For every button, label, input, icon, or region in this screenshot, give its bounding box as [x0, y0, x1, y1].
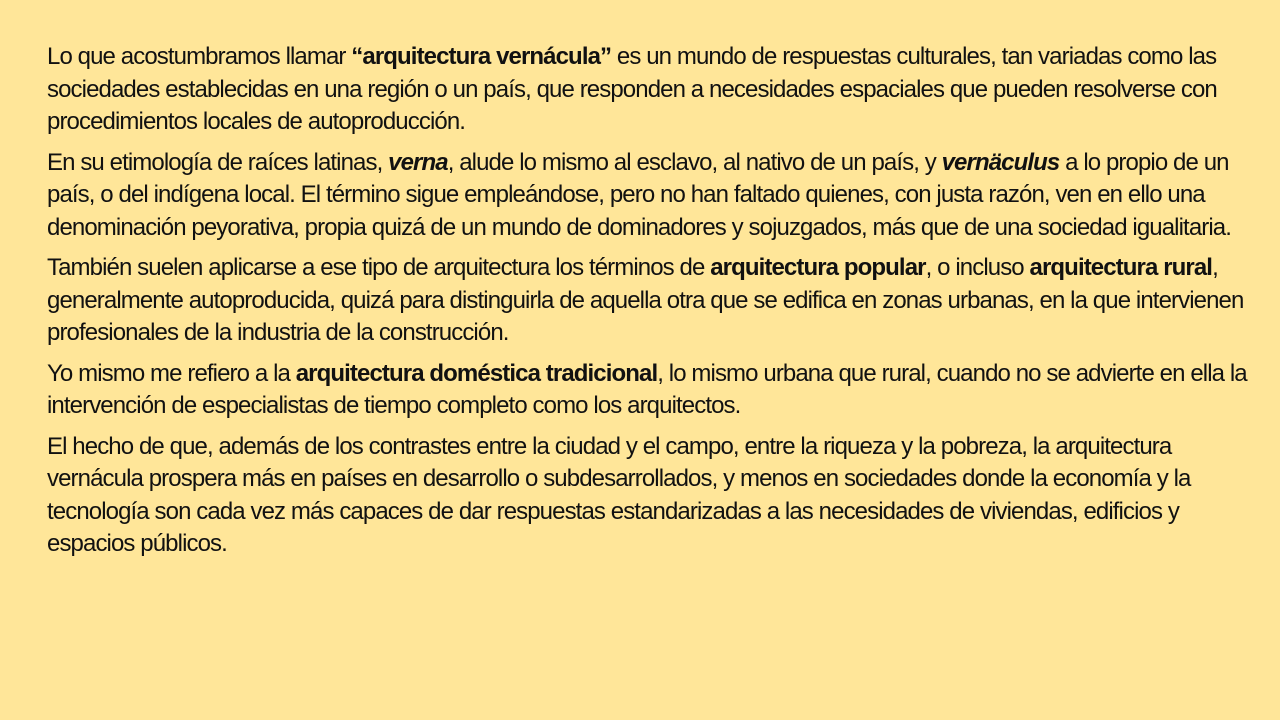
text-segment-bold-italic	[388, 149, 448, 176]
paragraph-alternative-terms	[47, 252, 1250, 350]
paragraph-contrasts	[47, 431, 1250, 561]
term-verna: verna	[388, 148, 448, 176]
text-segment: En su etimología de raíces latinas,	[47, 148, 389, 176]
text-segment-bold-italic	[942, 149, 1060, 176]
paragraph-domestic-tradition	[47, 358, 1253, 423]
text-segment: es un mundo de respuestas culturales, tan variadas como las sociedades establecidas en una región o un país, que responden a necesidades espaciales que pueden resolverse con procedimientos locales de autoproducción.	[47, 43, 1223, 135]
term-arquitectura-popular: arquitectura popular	[710, 254, 926, 281]
text-segment: El hecho de que, además de los contrastes entre la ciudad y el campo, entre la riqueza y la pobreza, la arquitectura vernácula prospera más en países en desarrollo o subdesarrollados, y menos en sociedades donde la economía y la tecnología son cada vez más capaces de dar respuestas estandarizadas a las necesidades de viviendas, edificios y espacios públicos.	[47, 432, 1197, 557]
term-arquitectura-rural: arquitectura rural	[1029, 254, 1213, 281]
text-segment-bold: “arquitectura vernácula”	[351, 43, 612, 70]
text-segment: , alude lo mismo al esclavo, al nativo de un país, y	[447, 148, 942, 176]
paragraph-etymology	[47, 147, 1250, 245]
text-segment: , lo mismo urbana que rural, cuando no se advierte en ella la intervención de especialistas de tiempo completo como los arquitectos.	[47, 359, 1253, 419]
text-segment: Lo que acostumbramos llamar	[47, 43, 352, 70]
text-segment: , o incluso	[925, 254, 1030, 281]
text-segment: a lo propio de un país, o del indígena local. El término sigue empleándose, pero no han faltado quienes, con justa razón, ven en ello una denominación peyorativa, propia quizá de un mundo de dominadores y sojuzgados, más que de una sociedad igualitaria.	[47, 148, 1235, 241]
term-vernaculus: vernäculus	[941, 148, 1060, 176]
text-segment: También suelen aplicarse a ese tipo de arquitectura los términos de	[47, 254, 711, 281]
text-segment: , generalmente autoproducida, quizá para distinguirla de aquella otra que se edifica en zonas urbanas, en la que intervienen profesionales de la industria de la construcción.	[47, 254, 1250, 346]
text-segment: Yo mismo me refiero a la	[47, 359, 296, 387]
paragraph-vernacular-definition	[47, 41, 1250, 139]
term-arquitectura-domestica-tradicional: arquitectura doméstica tradicional	[295, 359, 658, 387]
